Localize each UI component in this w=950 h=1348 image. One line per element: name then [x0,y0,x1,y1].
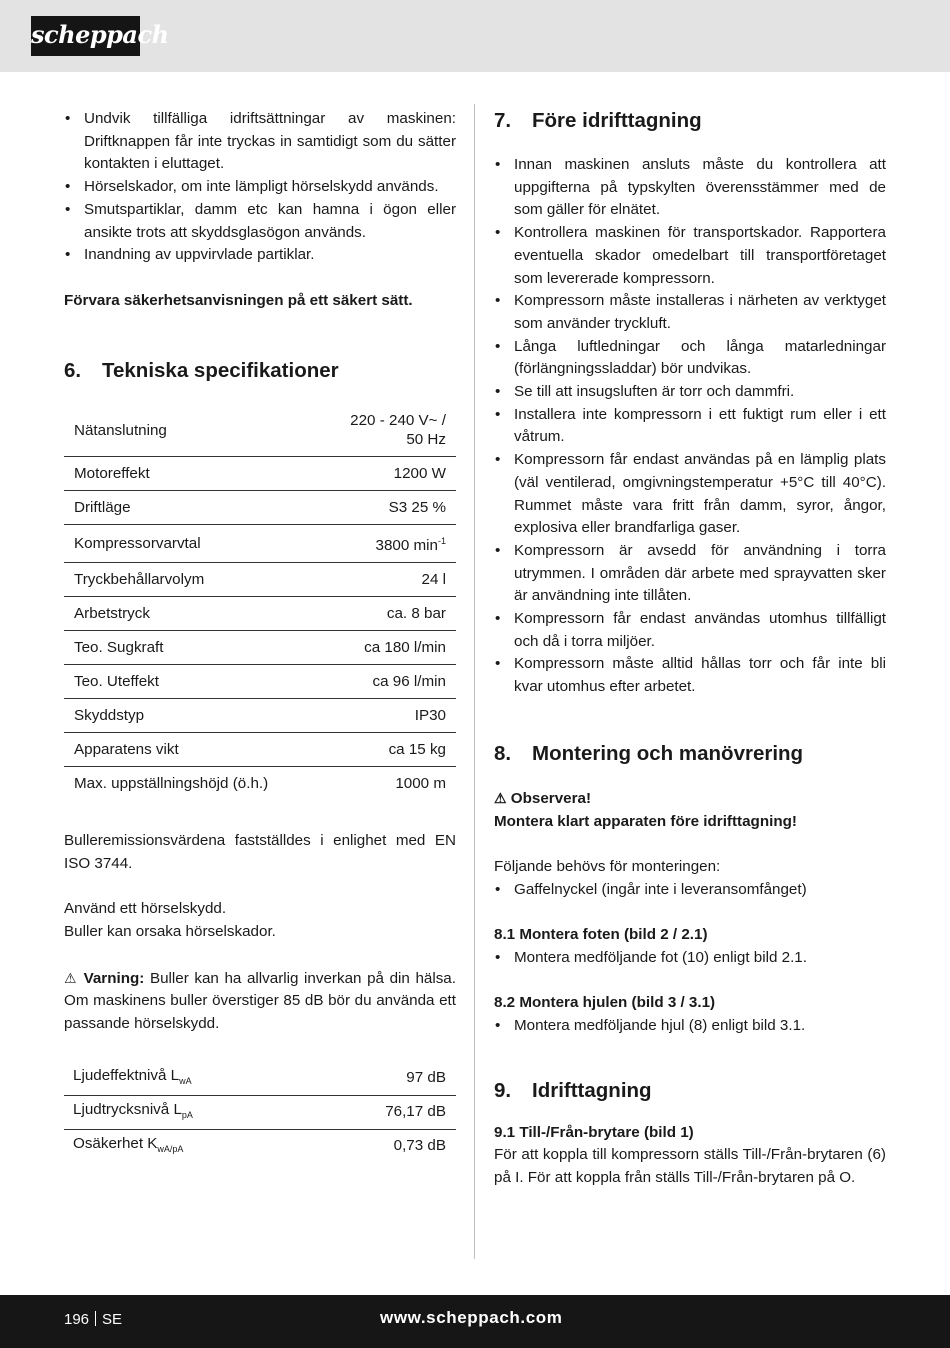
spec-label: Nätanslutning [64,404,326,457]
spec-label: Apparatens vikt [64,733,326,767]
section-7-heading [494,108,886,134]
table-row [64,699,456,733]
table-row [64,491,456,525]
section-title: Före idrifttagning [532,109,702,132]
sound-value: 0,73 dB [393,1137,446,1155]
section-number: 9. [494,1078,512,1102]
language-code: SE [102,1311,123,1328]
list-item: • Innan maskinen ansluts måste du kontrollera att uppgifterna på typskylten överensstämmer med de som gäller för elnätet. [494,154,886,222]
list-item: • Kompressorn får endast användas på en lämplig plats (väl ventilerad, omgivningstemperatur +5°C till 40°C). Rummet måste vara fritt från damm, syror, ångor, explosiva eller brandfarliga gaser. [494,449,886,540]
page-number: 196 [64,1311,90,1328]
spec-value-text: 3800 min [375,537,438,555]
table-row [64,1062,456,1096]
list-item: • Kompressorn får endast användas utomhus tillfälligt och då i torra miljöer. [494,608,886,653]
table-row [64,525,456,563]
table-row [64,404,456,457]
section-number: 7. [494,109,512,132]
spec-label: Teo. Sugkraft [64,631,326,665]
spec-label: Driftläge [64,491,326,525]
list-item: • Kompressorn måste installeras i närheten av verktyget som använder tryckluft. [494,290,886,335]
column-divider [474,104,475,1259]
warning-triangle-icon: ⚠ [64,969,78,986]
spec-value: 220 - 240 V~ / 50 Hz [326,404,456,457]
spec-value-exponent: -1 [437,536,446,547]
preparation-list [494,154,886,699]
subsection-8-2-list [494,1015,886,1038]
subsection-8-1-list [494,947,886,970]
sound-label-text: Ljudeffektnivå L [73,1066,180,1084]
subsection-9-1-text: För att koppla till kompressorn ställs Till-/Från-brytaren (6) på I. För att koppla från ställs Till-/Från-brytaren på O. [494,1146,886,1186]
sound-label-subscript: pA [181,1109,193,1120]
observe-label: Observera! [510,789,591,807]
hazard-list [64,108,456,267]
list-item: • Installera inte kompressorn i ett fuktigt rum eller i ett våtrum. [494,404,886,449]
section-6-heading [64,358,456,384]
section-8-heading [494,741,886,767]
section-title: Idrifttagning [532,1078,652,1102]
sound-label-text: Ljudtrycksnivå L [73,1100,182,1118]
tools-list [494,879,886,902]
table-row [64,1095,456,1129]
list-item: • Hörselskador, om inte lämpligt hörselskydd används. [64,176,456,199]
spec-label: Motoreffekt [64,457,326,491]
spec-value: IP30 [326,699,456,733]
scheppach-logo: scheppach [31,16,140,56]
noise-advice: Buller kan orsaka hörselskador. [64,923,276,941]
sound-label-text: Osäkerhet K [73,1134,158,1152]
spec-label: Max. uppställningshöjd (ö.h.) [74,775,269,793]
sound-label-subscript: wA [179,1075,192,1086]
list-item: • Montera medföljande fot (10) enligt bild 2.1. [494,947,886,970]
table-row [64,767,456,801]
table-row [64,457,456,491]
page-header [0,0,950,72]
sound-value: 97 dB [313,1062,456,1096]
table-row [64,563,456,597]
footer-separator [95,1311,96,1326]
section-9-heading [494,1078,886,1104]
right-column [494,108,886,1190]
spec-value: ca 96 l/min [326,665,456,699]
warning-triangle-icon: ⚠ [494,789,507,806]
spec-label: Skyddstyp [64,699,326,733]
table-row [64,665,456,699]
sound-label [64,1129,313,1163]
spec-value: ca 180 l/min [326,631,456,665]
spec-label: Kompressorvarvtal [64,525,326,563]
sound-label [64,1062,313,1096]
table-row [64,597,456,631]
table-row [64,631,456,665]
list-item: • Långa luftledningar och långa matarledningar (förlängningssladdar) bör undvikas. [494,336,886,381]
warning-text: Buller kan ha allvarlig inverkan på din hälsa. Om maskinens buller överstiger 85 dB bör du använda ett passande hörselskydd. [64,969,456,1032]
table-row [64,733,456,767]
section-title: Tekniska specifikationer [102,359,339,383]
spec-label: Teo. Uteffekt [64,665,326,699]
section-number: 6. [64,359,82,383]
spec-value: S3 25 % [326,491,456,525]
website-link[interactable]: www.scheppach.com [380,1308,563,1327]
subsection-9-1-title: 9.1 Till-/Från-brytare (bild 1) [494,1123,694,1141]
tools-needed-intro: Följande behövs för monteringen: [494,857,721,875]
spec-value: ca. 8 bar [326,597,456,631]
list-item: • Smutspartiklar, damm etc kan hamna i ögon eller ansikte trots att skyddsglasögon används. [64,199,456,244]
list-item: • Se till att insugsluften är torr och dammfri. [494,381,886,404]
observe-notice [494,787,886,811]
noise-advice: Använd ett hörselskydd. [64,900,227,918]
spec-value: ca 15 kg [326,733,456,767]
noise-warning [64,967,456,1036]
list-item: • Inandning av uppvirvlade partiklar. [64,244,456,267]
list-item: • Kompressorn måste alltid hållas torr och får inte bli kvar utomhus efter arbetet. [494,653,886,698]
list-item: • Montera medföljande hjul (8) enligt bild 3.1. [494,1015,886,1038]
noise-intro: Bulleremissionsvärdena fastställdes i enlighet med EN ISO 3744. [64,832,456,873]
sound-table [64,1062,456,1163]
sound-value: 76,17 dB [313,1095,456,1129]
subsection-8-1-title: 8.1 Montera foten (bild 2 / 2.1) [494,926,708,944]
spec-value: 1000 m [395,775,446,793]
list-item: • Kompressorn är avsedd för användning i torra utrymmen. I områden där arbete med sprayvatten sker är användning inte tillåten. [494,540,886,608]
page-number-label [64,1311,122,1328]
spec-value: 1200 W [326,457,456,491]
list-item: • Gaffelnyckel (ingår inte i leveransomfånget) [494,879,886,902]
page-footer [0,1295,950,1348]
table-row [64,1129,456,1163]
spec-value [326,525,456,563]
subsection-8-2-title: 8.2 Montera hjulen (bild 3 / 3.1) [494,994,716,1012]
left-column [64,108,456,1163]
sound-label [64,1095,313,1129]
list-item: • Undvik tillfälliga idriftsättningar av maskinen: Driftknappen får inte tryckas in samtidigt som du sätter kontakten i eluttaget. [64,108,456,176]
spec-table [64,404,456,800]
section-title: Montering och manövrering [532,741,804,765]
sound-label-subscript: wA/pA [157,1143,184,1154]
section-number: 8. [494,741,512,765]
spec-label: Tryckbehållarvolym [64,563,326,597]
safety-keep-notice: Förvara säkerhetsanvisningen på ett säkert sätt. [64,291,413,309]
observe-text: Montera klart apparaten före idrifttagning! [494,812,797,830]
spec-label: Arbetstryck [64,597,326,631]
list-item: • Kontrollera maskinen för transportskador. Rapportera eventuella skador omedelbart till transportföretaget som levererade kompressorn. [494,222,886,290]
spec-value: 24 l [326,563,456,597]
warning-label: Varning: [83,969,145,987]
